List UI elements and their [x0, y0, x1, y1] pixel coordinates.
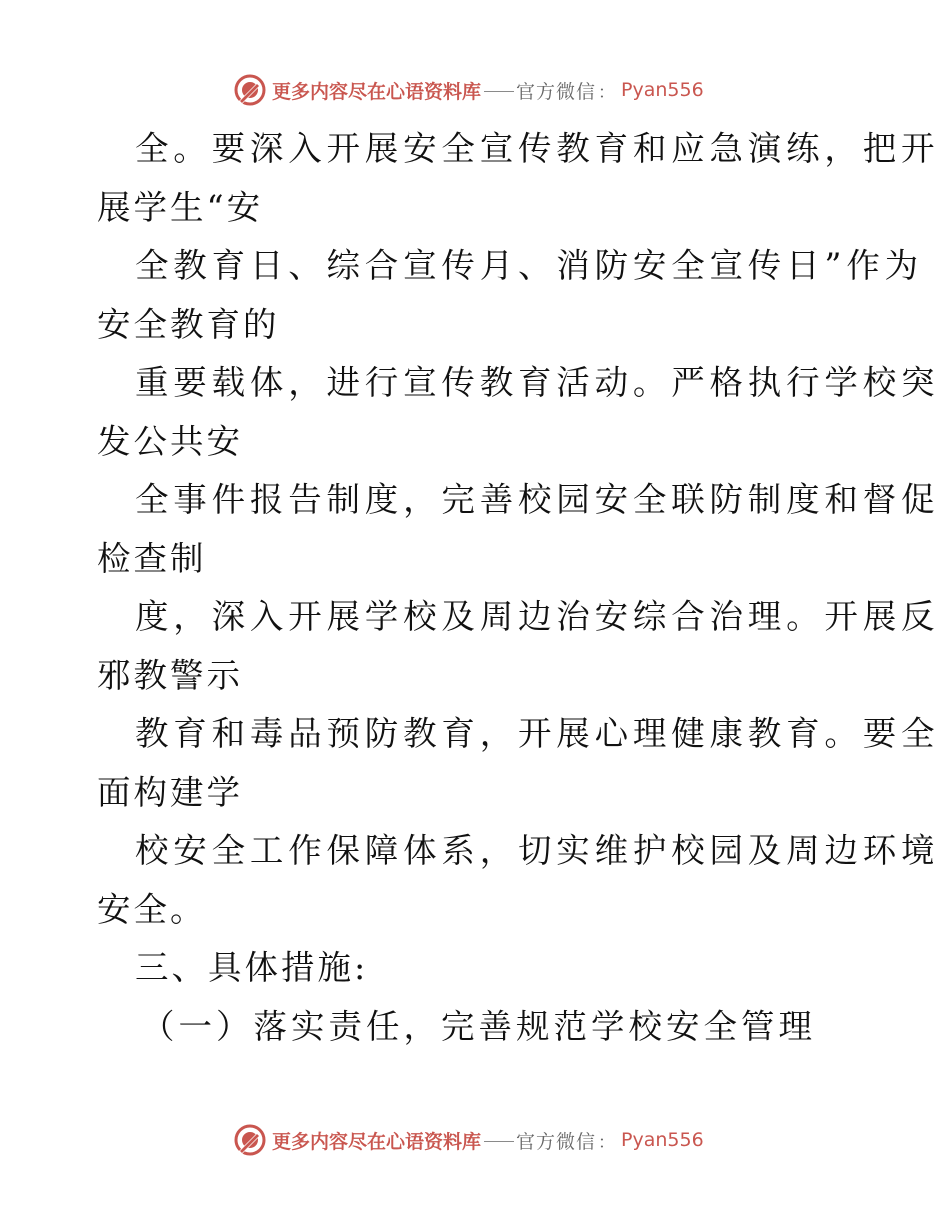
paragraph-line: 全。要深入开展安全宣传教育和应急演练，把开 [135, 129, 940, 168]
contact-id: Pyan556 [621, 79, 704, 101]
contact-separator: ： [598, 82, 616, 103]
contact-separator: ： [598, 1132, 616, 1153]
paragraph-line: 邪教警示 [97, 655, 243, 695]
paragraph-line: 展学生“安 [97, 187, 264, 227]
paragraph-line: 检查制 [97, 538, 207, 578]
footer-banner [234, 1122, 704, 1158]
banner-dash [484, 1141, 514, 1142]
paragraph-line: 全事件报告制度，完善校园安全联防制度和督促 [135, 480, 940, 519]
paragraph-line: 教育和毒品预防教育，开展心理健康教育。要全 [135, 714, 940, 753]
paragraph-line: 度，深入开展学校及周边治安综合治理。开展反 [135, 597, 940, 636]
subsection-heading: （一）落实责任，完善规范学校安全管理 [141, 1006, 816, 1046]
paragraph-line: 发公共安 [97, 421, 243, 461]
paragraph-line: 重要载体，进行宣传教育活动。严格执行学校突 [135, 363, 940, 402]
pen-logo-icon [234, 1124, 266, 1156]
contact-label: 官方微信 [516, 1130, 597, 1153]
paragraph-line: 校安全工作保障体系，切实维护校园及周边环境 [135, 831, 940, 870]
section-heading: 三、具体措施: [135, 948, 369, 987]
paragraph-line: 全教育日、综合宣传月、消防安全宣传日”作为 [135, 246, 923, 285]
contact-id: Pyan556 [621, 1129, 704, 1151]
document-body [97, 120, 940, 1056]
brand-text: 更多内容尽在心语资料库 [272, 80, 482, 103]
paragraph-line: 面构建学 [97, 772, 243, 812]
banner-dash [484, 91, 514, 92]
brand-text: 更多内容尽在心语资料库 [272, 1130, 482, 1153]
contact-label: 官方微信 [516, 80, 597, 103]
pen-logo-icon [234, 74, 266, 106]
paragraph-line: 安全。 [97, 889, 207, 929]
paragraph-line: 安全教育的 [97, 304, 280, 344]
header-banner [234, 72, 704, 108]
